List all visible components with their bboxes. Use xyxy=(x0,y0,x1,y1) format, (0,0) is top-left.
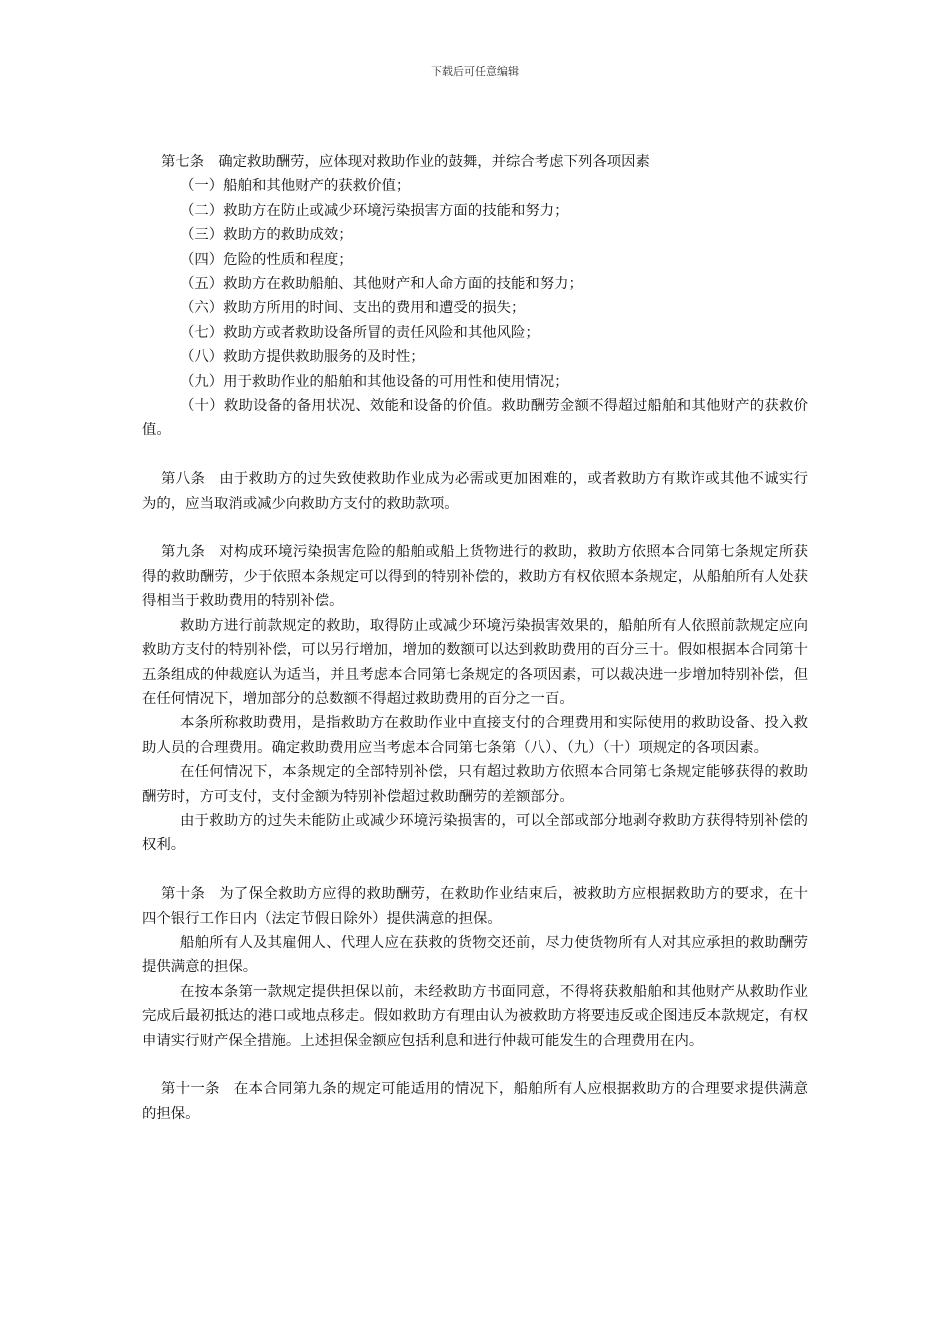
article-7-item-1: （一）船舶和其他财产的获救价值； xyxy=(180,178,411,195)
article-10-paragraph-2: 船舶所有人及其雇佣人、代理人应在获救的货物交还前，尽力使货物所有人对其应承担的救助酬劳提供满意的担保。 xyxy=(142,934,808,976)
article-7-item-2: （二）救助方在防止或减少环境污染损害方面的技能和努力； xyxy=(180,202,569,219)
article-7-item-7: （七）救助方或者救助设备所冒的责任风险和其他风险； xyxy=(180,324,540,341)
article-9-body: 对构成环境污染损害危险的船舶或船上货物进行的救助，救助方依照本合同第七条规定所获得的救助酬劳，少于依照本条规定可以得到的特别补偿的，救助方有权依照本条规定，从船舶所有人处获得相当于救助费用的特别补偿。 xyxy=(142,544,808,610)
article-7-item-8: （八）救助方提供救助服务的及时性； xyxy=(180,349,425,366)
article-8-text xyxy=(142,467,808,516)
article-9-paragraph-5: 由于救助方的过失未能防止或减少环境污染损害的，可以全部或部分地剥夺救助方获得特别补偿的权利。 xyxy=(142,812,808,854)
article-8-title: 第八条 xyxy=(161,471,206,488)
spacer xyxy=(142,443,808,467)
article-9-title: 第九条 xyxy=(161,544,206,561)
article-10-text xyxy=(142,882,808,931)
article-10-title: 第十条 xyxy=(161,886,206,903)
article-11-body: 在本合同第九条的规定可能适用的情况下，船舶所有人应根据救助方的合理要求提供满意的担保。 xyxy=(142,1081,808,1122)
article-7-item-6: （六）救助方所用的时间、支出的费用和遭受的损失； xyxy=(180,300,526,317)
article-9-paragraph-4: 在任何情况下，本条规定的全部特别补偿，只有超过救助方依照本合同第七条规定能够获得的救助酬劳时，方可支付，支付金额为特别补偿超过救助酬劳的差额部分。 xyxy=(142,764,808,805)
article-8-body: 由于救助方的过失致使救助作业成为必需或更加困难的，或者救助方有欺诈或其他不诚实行为的，应当取消或减少向救助方支付的救助款项。 xyxy=(142,471,808,512)
article-10-paragraph-3: 在按本条第一款规定提供担保以前，未经救助方书面同意，不得将获救船舶和其他财产从救助作业完成后最初抵达的港口或地点移走。假如救助方有理由认为被救助方将要违反或企图违反本款规定，有权申请实行财产保全措施。上述担保金额应包括利息和进行仲裁可能发生的合理费用在内。 xyxy=(142,983,808,1049)
article-10 xyxy=(142,882,808,1053)
spacer xyxy=(142,858,808,882)
article-7 xyxy=(142,150,808,443)
article-7-item-5: （五）救助方在救助船舶、其他财产和人命方面的技能和努力； xyxy=(180,276,583,293)
article-11-title: 第十一条 xyxy=(161,1081,220,1098)
document-body xyxy=(142,150,808,1126)
page-header: 下载后可任意编辑 xyxy=(431,65,519,78)
article-7-title: 第七条 xyxy=(161,154,205,170)
article-10-body: 为了保全救助方应得的救助酬劳，在救助作业结束后，被救助方应根据救助方的要求，在十四个银行工作日内（法定节假日除外）提供满意的担保。 xyxy=(142,886,808,927)
spacer xyxy=(142,1053,808,1077)
article-9 xyxy=(142,540,808,857)
article-7-intro xyxy=(142,150,808,174)
article-11-text xyxy=(142,1077,808,1126)
article-7-item-9: （九）用于救助作业的船舶和其他设备的可用性和使用情况； xyxy=(180,373,569,390)
article-11 xyxy=(142,1077,808,1126)
article-7-item-4: （四）危险的性质和程度； xyxy=(180,251,353,268)
article-7-item-3: （三）救助方的救助成效； xyxy=(180,227,353,244)
article-9-paragraph-3: 本条所称救助费用，是指救助方在救助作业中直接支付的合理费用和实际使用的救助设备、投入救助人员的合理费用。确定救助费用应当考虑本合同第七条第（八）、（九）（十）项规定的各项因素。 xyxy=(142,715,808,756)
article-9-text xyxy=(142,540,808,613)
article-9-paragraph-2: 救助方进行前款规定的救助，取得防止或减少环境污染损害效果的，船舶所有人依照前款规定应向救助方支付的特别补偿，可以另行增加，增加的数额可以达到救助费用的百分三十。假如根据本合同第十五条组成的仲裁庭认为适当，并且考虑本合同第七条规定的各项因素，可以裁决进一步增加特别补偿，但在任何情况下，增加部分的总数额不得超过救助费用的百分之一百。 xyxy=(142,617,808,707)
spacer xyxy=(142,516,808,540)
article-7-intro-text: 确定救助酬劳，应体现对救助作业的鼓舞，并综合考虑下列各项因素 xyxy=(218,154,650,170)
article-7-item-10: （十）救助设备的备用状况、效能和设备的价值。救助酬劳金额不得超过船舶和其他财产的获救价值。 xyxy=(142,398,808,439)
article-8 xyxy=(142,467,808,516)
